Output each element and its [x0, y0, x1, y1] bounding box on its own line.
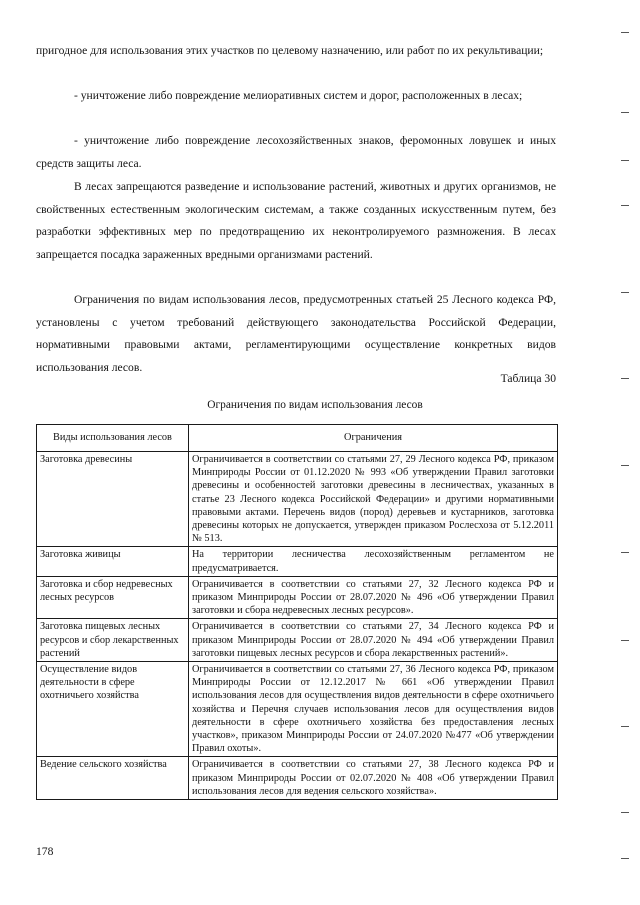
- scan-edge-mark: [621, 858, 629, 859]
- scan-edge-mark: [621, 465, 629, 466]
- paragraph-body: Ограничения по видам использования лесов, предусмотренных статьей 25 Лесного кодекса РФ, установлены с учетом требований действующего законодательства Российской Федерации, нормативными правовыми актами, регламентирующими осуществление конкретных видов использования лесов.: [36, 293, 556, 374]
- scan-edge-mark: [621, 205, 629, 206]
- paragraph-body: В лесах запрещаются разведение и использование растений, животных и других организмов, не свойственных естественным экологическим системам, а также созданных искусственным путем, без разработки эффективных мер по предотвращению их неконтролируемого размножения. В лесах запрещается посадка зараженных вредными организмами растений.: [36, 180, 556, 261]
- column-header: Ограничения: [189, 425, 558, 452]
- restriction-cell: Ограничивается в соответствии со статьями 27, 29 Лесного кодекса РФ, приказом Минприроды России от 01.12.2020 № 993 «Об утверждении Правил заготовки древесины и особенностей заготовки древесины в лесничествах, указанных в статье 23 Лесного кодекса Российской Федерации» и другими нормативными правовыми актами. Перечень видов (пород) деревьев и кустарников, заготовка древесины которых не допускается, утвержден приказом Рослесхоза от 5.12.2011 № 513.: [189, 452, 558, 547]
- table-row: [37, 662, 558, 757]
- table-title: Ограничения по видам использования лесов: [207, 399, 423, 411]
- restrictions-table: [36, 424, 558, 800]
- scan-edge-mark: [621, 552, 629, 553]
- usage-type-cell: Ведение сельского хозяйства: [37, 757, 189, 800]
- usage-type-cell: Заготовка древесины: [37, 452, 189, 547]
- paragraph-list-item: - уничтожение либо повреждение мелиоративных систем и дорог, расположенных в лесах;: [74, 89, 523, 102]
- table-row: [37, 547, 558, 576]
- scan-edge-mark: [621, 378, 629, 379]
- scan-edge-mark: [621, 292, 629, 293]
- restriction-cell: Ограничивается в соответствии со статьями 27, 34 Лесного кодекса РФ и приказом Минприроды России от 28.07.2020 № 494 «Об утверждении Правил заготовки пищевых лесных ресурсов и сбора лекарственных растений».: [189, 619, 558, 662]
- scan-edge-mark: [621, 640, 629, 641]
- table-row: [37, 576, 558, 619]
- restriction-cell: Ограничивается в соответствии со статьями 27, 36 Лесного кодекса РФ, приказом Минприроды России от 12.12.2017 № 661 «Об утверждении Правил использования лесов для осуществления видов деятельности в сфере охотничьего хозяйства и Перечня случаев использования лесов для осуществления видов деятельности в сфере охотничьего хозяйства без предоставления лесных участков», приказом Минприроды России от 24.07.2020 №477 «Об утверждении Правил охоты».: [189, 662, 558, 757]
- paragraph-list-item: - уничтожение либо повреждение лесохозяйственных знаков, феромонных ловушек и иных средств защиты леса.: [36, 134, 556, 170]
- paragraph-continuation: пригодное для использования этих участков по целевому назначению, или работ по их рекультивации;: [36, 44, 544, 57]
- scan-edge-mark: [621, 32, 629, 33]
- table-label: Таблица 30: [500, 372, 556, 385]
- usage-type-cell: Заготовка и сбор недревесных лесных ресурсов: [37, 576, 189, 619]
- table-row: [37, 757, 558, 800]
- usage-type-cell: Осуществление видов деятельности в сфере охотничьего хозяйства: [37, 662, 189, 757]
- table-row: [37, 619, 558, 662]
- usage-type-cell: Заготовка пищевых лесных ресурсов и сбор лекарственных растений: [37, 619, 189, 662]
- scan-edge-mark: [621, 112, 629, 113]
- page-number: 178: [36, 845, 54, 858]
- scan-edge-mark: [621, 160, 629, 161]
- scan-edge-mark: [621, 726, 629, 727]
- table-row: [37, 452, 558, 547]
- restriction-cell: Ограничивается в соответствии со статьями 27, 38 Лесного кодекса РФ и приказом Минприроды России от 02.07.2020 № 408 «Об утверждении Правил использования лесов для ведения сельского хозяйства».: [189, 757, 558, 800]
- scan-edge-mark: [621, 812, 629, 813]
- restriction-cell: На территории лесничества лесохозяйственным регламентом не предусматривается.: [189, 547, 558, 576]
- table-header-row: [37, 425, 558, 452]
- column-header: Виды использования лесов: [37, 425, 189, 452]
- usage-type-cell: Заготовка живицы: [37, 547, 189, 576]
- restriction-cell: Ограничивается в соответствии со статьями 27, 32 Лесного кодекса РФ и приказом Минприроды России от 28.07.2020 № 496 «Об утверждении Правил заготовки и сбора недревесных лесных ресурсов».: [189, 576, 558, 619]
